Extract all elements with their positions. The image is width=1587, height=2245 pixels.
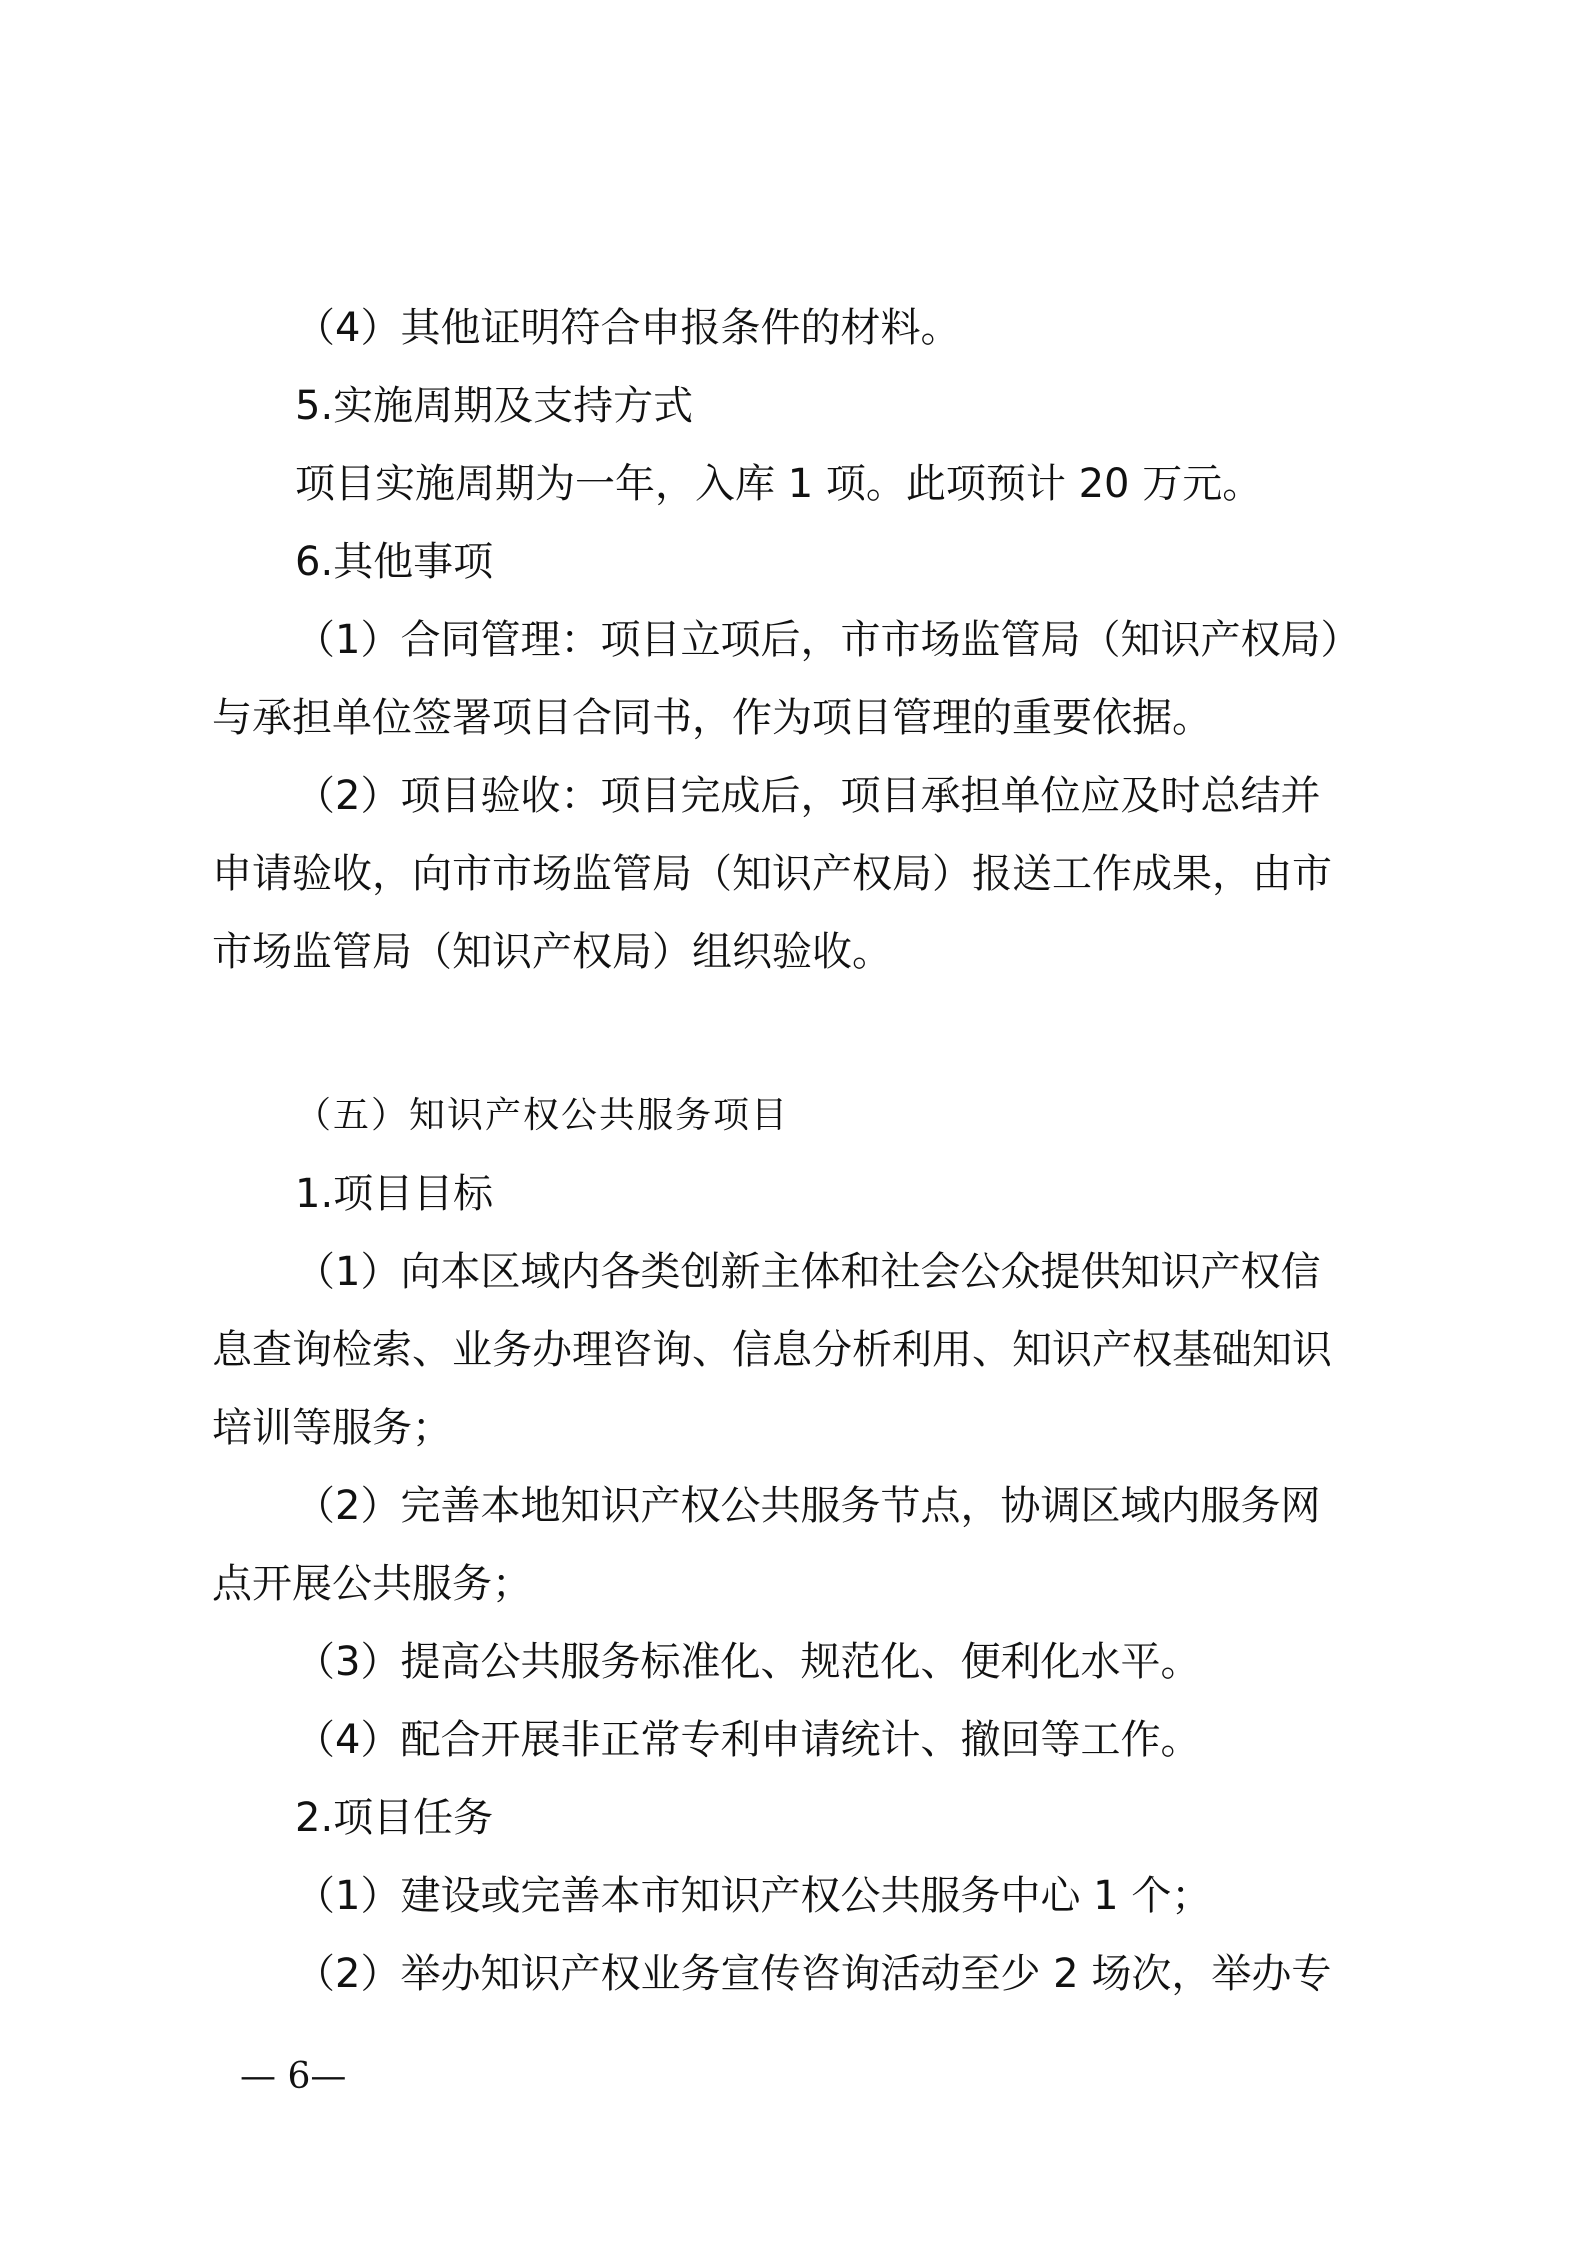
text-line: 与承担单位签署项目合同书，作为项目管理的重要依据。 (212, 695, 1212, 741)
chapter-heading: （五）知识产权公共服务项目 (295, 1095, 790, 1136)
text-line: 市场监管局（知识产权局）组织验收。 (212, 929, 892, 975)
page-number: — 6— (240, 2056, 347, 2097)
section-heading: 6.其他事项 (295, 539, 494, 585)
text-line: （3）提高公共服务标准化、规范化、便利化水平。 (295, 1639, 1201, 1685)
text-line: 项目实施周期为一年，入库 1 项。此项预计 20 万元。 (295, 461, 1263, 507)
text-line: （2）举办知识产权业务宣传咨询活动至少 2 场次，举办专 (295, 1951, 1332, 1997)
text-line: 息查询检索、业务办理咨询、信息分析利用、知识产权基础知识 (212, 1327, 1332, 1373)
text-line: （1）合同管理：项目立项后，市市场监管局（知识产权局） (295, 617, 1361, 663)
text-line: （1）建设或完善本市知识产权公共服务中心 1 个； (295, 1873, 1212, 1919)
text-line: （4）配合开展非正常专利申请统计、撤回等工作。 (295, 1717, 1201, 1763)
text-line: （4）其他证明符合申报条件的材料。 (295, 305, 961, 351)
section-heading: 1.项目目标 (295, 1171, 494, 1217)
text-line: （2）完善本地知识产权公共服务节点，协调区域内服务网 (295, 1483, 1321, 1529)
section-heading: 5.实施周期及支持方式 (295, 383, 694, 429)
text-line: 申请验收，向市市场监管局（知识产权局）报送工作成果，由市 (212, 851, 1332, 897)
text-line: （2）项目验收：项目完成后，项目承担单位应及时总结并 (295, 773, 1321, 819)
text-line: 点开展公共服务； (212, 1561, 532, 1607)
text-line: 培训等服务； (212, 1405, 452, 1451)
section-heading: 2.项目任务 (295, 1795, 494, 1841)
text-line: （1）向本区域内各类创新主体和社会公众提供知识产权信 (295, 1249, 1321, 1295)
